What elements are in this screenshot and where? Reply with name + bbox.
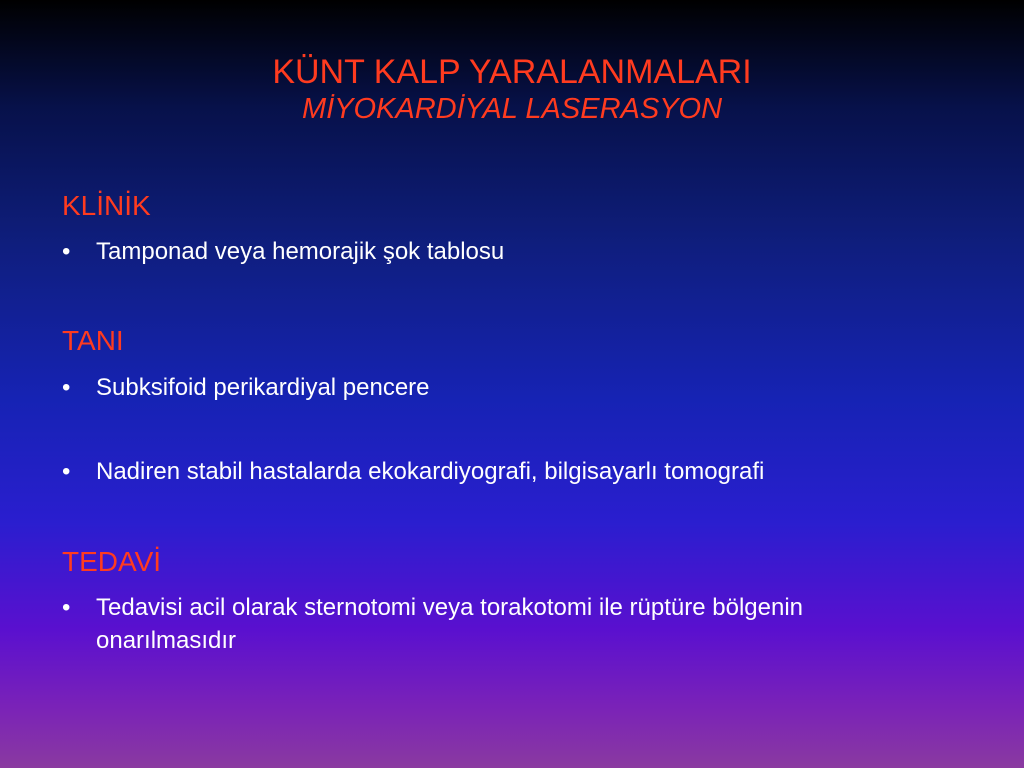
bullet-item (62, 591, 882, 657)
bullet-icon: • (62, 374, 71, 401)
bullet-text: Subksifoid perikardiyal pencere (96, 374, 430, 401)
section-heading-tedavi: TEDAVİ (62, 546, 162, 577)
bullet-icon: • (62, 238, 71, 265)
section-heading-klinik: KLİNİK (62, 190, 151, 221)
bullet-item (62, 235, 962, 268)
bullet-item (62, 371, 962, 404)
slide-title: KÜNT KALP YARALANMALARI (272, 53, 752, 91)
slide-subtitle: MİYOKARDİYAL LASERASYON (301, 93, 723, 125)
bullet-item (62, 455, 962, 488)
bullet-icon: • (62, 458, 71, 485)
bullet-text: Tamponad veya hemorajik şok tablosu (96, 238, 505, 265)
bullet-icon: • (62, 594, 71, 621)
title-block (0, 52, 1024, 126)
bullet-text: Nadiren stabil hastalarda ekokardiyografi, bilgisayarlı tomografi (96, 458, 765, 485)
bullet-text: Tedavisi acil olarak sternotomi veya torakotomi ile rüptüre bölgenin onarılmasıdır (96, 594, 804, 654)
section-heading-tani: TANI (62, 325, 124, 356)
